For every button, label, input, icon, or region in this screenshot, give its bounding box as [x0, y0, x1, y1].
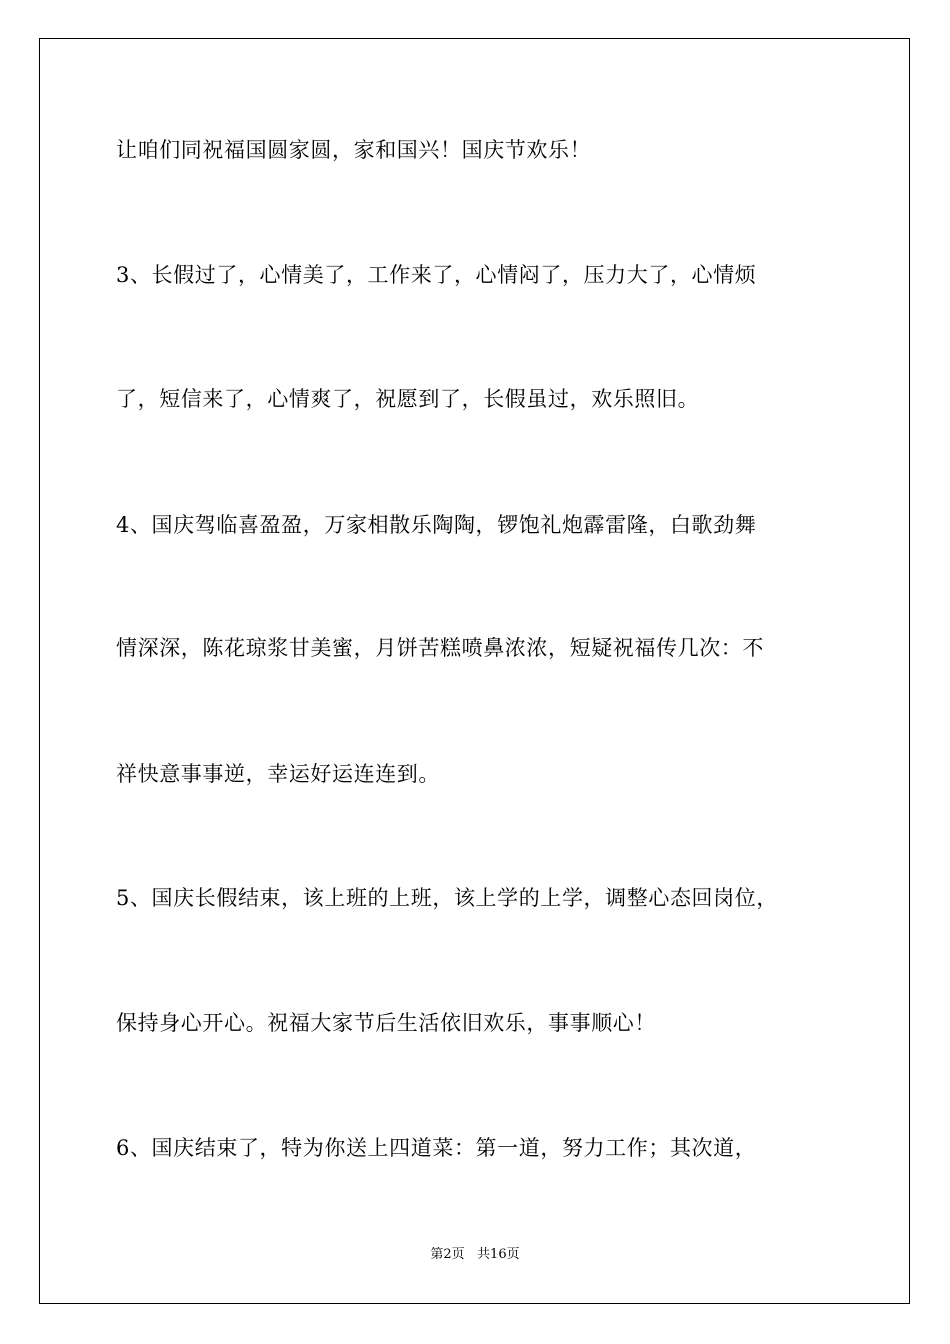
page-number-footer: 第2页 共16页: [430, 1247, 520, 1262]
body-text-line: 情深深，陈花琼浆甘美蜜，月饼苦糕喷鼻浓浓，短疑祝福传几次：不: [116, 636, 764, 660]
body-text-line: 6、国庆结束了，特为你送上四道菜：第一道，努力工作；其次道，: [116, 1136, 757, 1160]
body-text-line: 5、国庆长假结束，该上班的上班，该上学的上学，调整心态回岗位，: [116, 886, 778, 910]
body-text-line: 4、国庆驾临喜盈盈，万家相散乐陶陶，锣饱礼炮霹雷隆，白歌劲舞: [116, 513, 757, 537]
body-text-line: 保持身心开心。祝福大家节后生活依旧欢乐，事事顺心！: [116, 1011, 656, 1035]
body-text-line: 了，短信来了，心情爽了，祝愿到了，长假虽过，欢乐照旧。: [116, 387, 700, 411]
page-frame: [39, 38, 910, 1304]
body-text-line: 祥快意事事逆，幸运好运连连到。: [116, 762, 440, 786]
body-text-line: 让咱们同祝福国圆家圆，家和国兴！国庆节欢乐！: [116, 138, 592, 162]
body-text-line: 3、长假过了，心情美了，工作来了，心情闷了，压力大了，心情烦: [116, 263, 757, 287]
